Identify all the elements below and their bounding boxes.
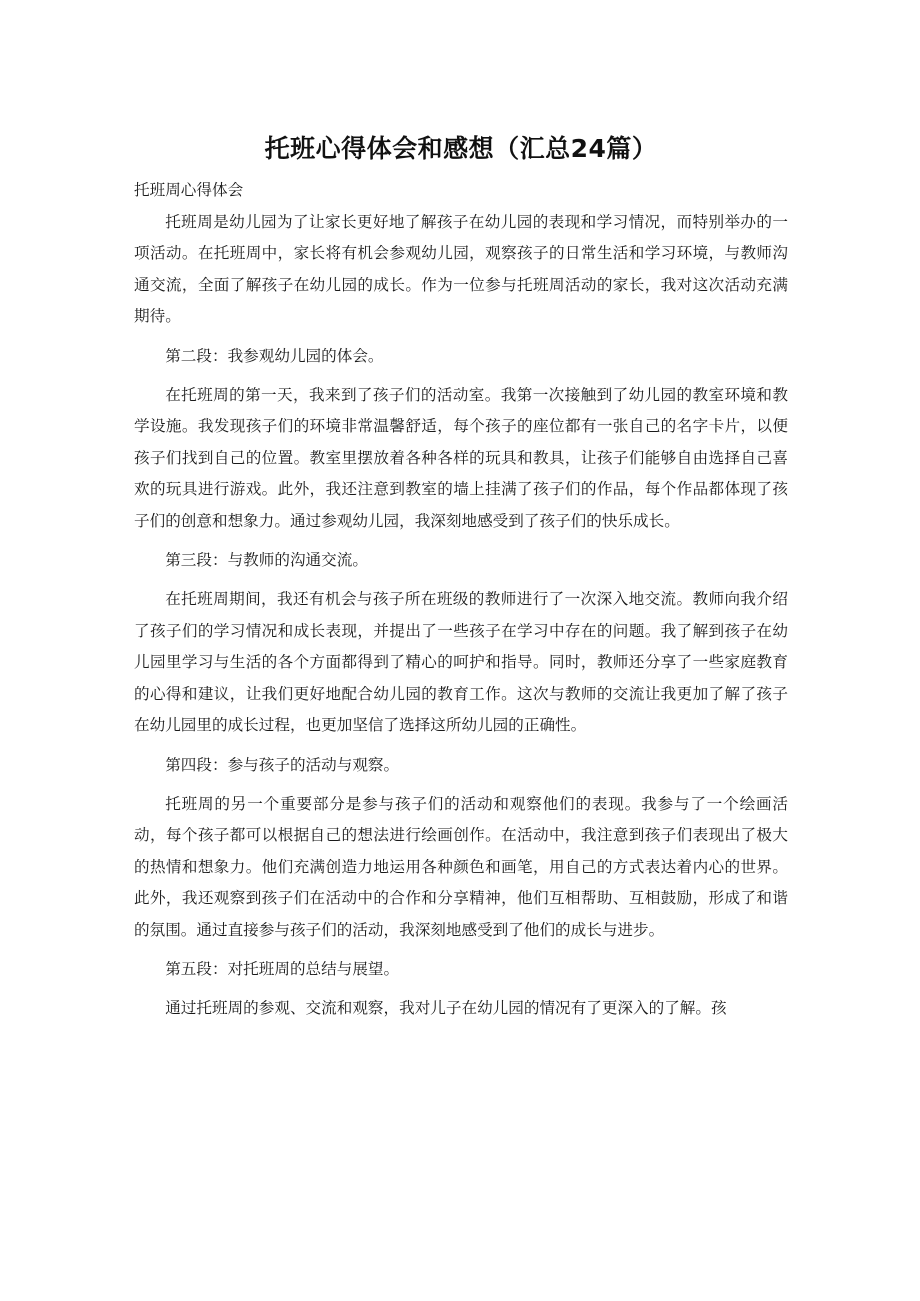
paragraph-intro: 托班周是幼儿园为了让家长更好地了解孩子在幼儿园的表现和学习情况，而特别举办的一项活动。在托班周中，家长将有机会参观幼儿园，观察孩子的日常生活和学习环境，与教师沟通交流，全面了解孩子在幼儿园的成长。作为一位参与托班周活动的家长，我对这次活动充满期待。	[134, 213, 788, 326]
document-subtitle: 托班周心得体会	[134, 181, 244, 199]
paragraph-activity: 托班周的另一个重要部分是参与孩子们的活动和观察他们的表现。我参与了一个绘画活动，每个孩子都可以根据自己的想法进行绘画创作。在活动中，我注意到孩子们表现出了极大的热情和想象力。他们充满创造力地运用各种颜色和画笔，用自己的方式表达着内心的世界。此外，我还观察到孩子们在活动中的合作和分享精神，他们互相帮助、互相鼓励，形成了和谐的氛围。通过直接参与孩子们的活动，我深刻地感受到了他们的成长与进步。	[134, 794, 788, 939]
section-heading-3: 第三段：与教师的沟通交流。	[165, 551, 368, 570]
section-heading-4: 第四段：参与孩子的活动与观察。	[165, 755, 400, 774]
paragraph-visit: 在托班周的第一天，我来到了孩子们的活动室。我第一次接触到了幼儿园的教室环境和教学设施。我发现孩子们的环境非常温馨舒适，每个孩子的座位都有一张自己的名字卡片，以便孩子们找到自己的位置。教室里摆放着各种各样的玩具和教具，让孩子们能够自由选择自己喜欢的玩具进行游戏。此外，我还注意到教室的墙上挂满了孩子们的作品，每个作品都体现了孩子们的创意和想象力。通过参观幼儿园，我深刻地感受到了孩子们的快乐成长。	[134, 386, 788, 530]
paragraph-summary: 通过托班周的参观、交流和观察，我对儿子在幼儿园的情况有了更深入的了解。孩	[165, 999, 727, 1018]
section-heading-2: 第二段：我参观幼儿园的体会。	[165, 346, 384, 365]
paragraph-teacher: 在托班周期间，我还有机会与孩子所在班级的教师进行了一次深入地交流。教师向我介绍了孩子们的学习情况和成长表现，并提出了一些孩子在学习中存在的问题。我了解到孩子在幼儿园里学习与生活的各个方面都得到了精心的呵护和指导。同时，教师还分享了一些家庭教育的心得和建议，让我们更好地配合幼儿园的教育工作。这次与教师的交流让我更加了解了孩子在幼儿园里的成长过程，也更加坚信了选择这所幼儿园的正确性。	[134, 590, 788, 735]
section-heading-5: 第五段：对托班周的总结与展望。	[165, 959, 400, 978]
document-title: 托班心得体会和感想（汇总24篇）	[264, 134, 658, 163]
